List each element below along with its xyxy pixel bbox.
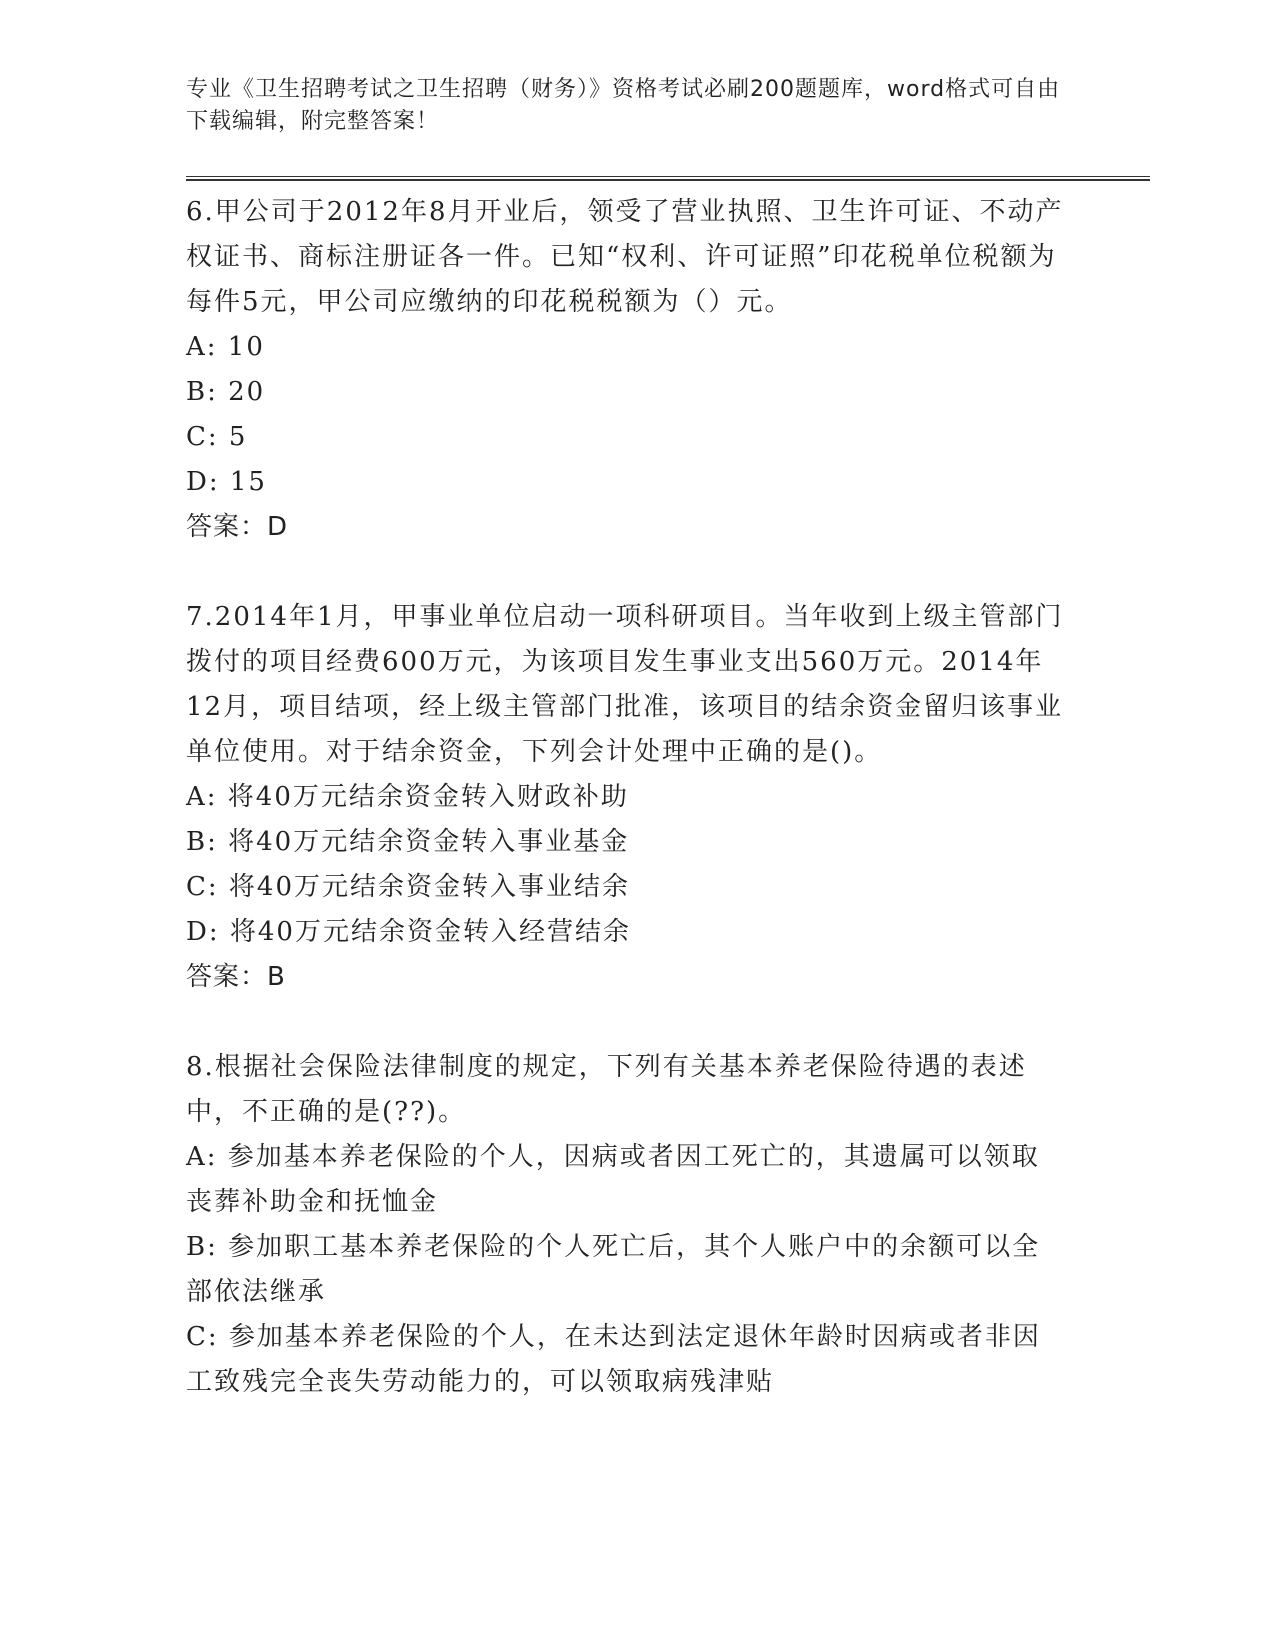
- option-a: A: 将40万元结余资金转入财政补助: [186, 782, 629, 812]
- option-c: C: 将40万元结余资金转入事业结余: [186, 872, 631, 902]
- question-8: [186, 1045, 1066, 1405]
- option-a: A: 参加基本养老保险的个人，因病或者因工死亡的，其遗属可以领取丧葬补助金和抚恤金: [186, 1142, 1040, 1217]
- option-d: D: 15: [186, 467, 267, 497]
- question-7: [186, 595, 1066, 1000]
- option-c: C: 参加基本养老保险的个人，在未达到法定退休年龄时因病或者非因工致残完全丧失劳动能力的，可以领取病残津贴: [186, 1322, 1041, 1397]
- question-text: 8.根据社会保险法律制度的规定，下列有关基本养老保险待遇的表述中，不正确的是(??)。: [186, 1052, 1027, 1127]
- option-d: D: 将40万元结余资金转入经营结余: [186, 917, 631, 947]
- spacer: [186, 550, 1066, 595]
- option-b: B: 参加职工基本养老保险的个人死亡后，其个人账户中的余额可以全部依法继承: [186, 1232, 1041, 1307]
- document-header: 专业《卫生招聘考试之卫生招聘（财务）》资格考试必刷200题题库，word格式可自由下载编辑，附完整答案！: [186, 77, 1061, 134]
- question-text: 6.甲公司于2012年8月开业后，领受了营业执照、卫生许可证、不动产权证书、商标注册证各一件。已知“权利、许可证照”印花税单位税额为每件5元，甲公司应缴纳的印花税税额为（）元。: [186, 197, 1064, 317]
- option-c: C: 5: [186, 422, 248, 452]
- option-b: B: 20: [186, 377, 266, 407]
- answer-line: 答案：D: [186, 512, 289, 542]
- answer-line: 答案：B: [186, 962, 286, 992]
- question-6: [186, 190, 1066, 550]
- question-list: [186, 190, 1066, 1405]
- question-text: 7.2014年1月，甲事业单位启动一项科研项目。当年收到上级主管部门拨付的项目经费600万元，为该项目发生事业支出560万元。2014年12月，项目结项，经上级主管部门批准，该项目的结余资金留归该事业单位使用。对于结余资金，下列会计处理中正确的是()。: [186, 602, 1064, 767]
- option-b: B: 将40万元结余资金转入事业基金: [186, 827, 630, 857]
- header-divider: [186, 176, 1150, 181]
- option-a: A: 10: [186, 332, 265, 362]
- spacer: [186, 1000, 1066, 1045]
